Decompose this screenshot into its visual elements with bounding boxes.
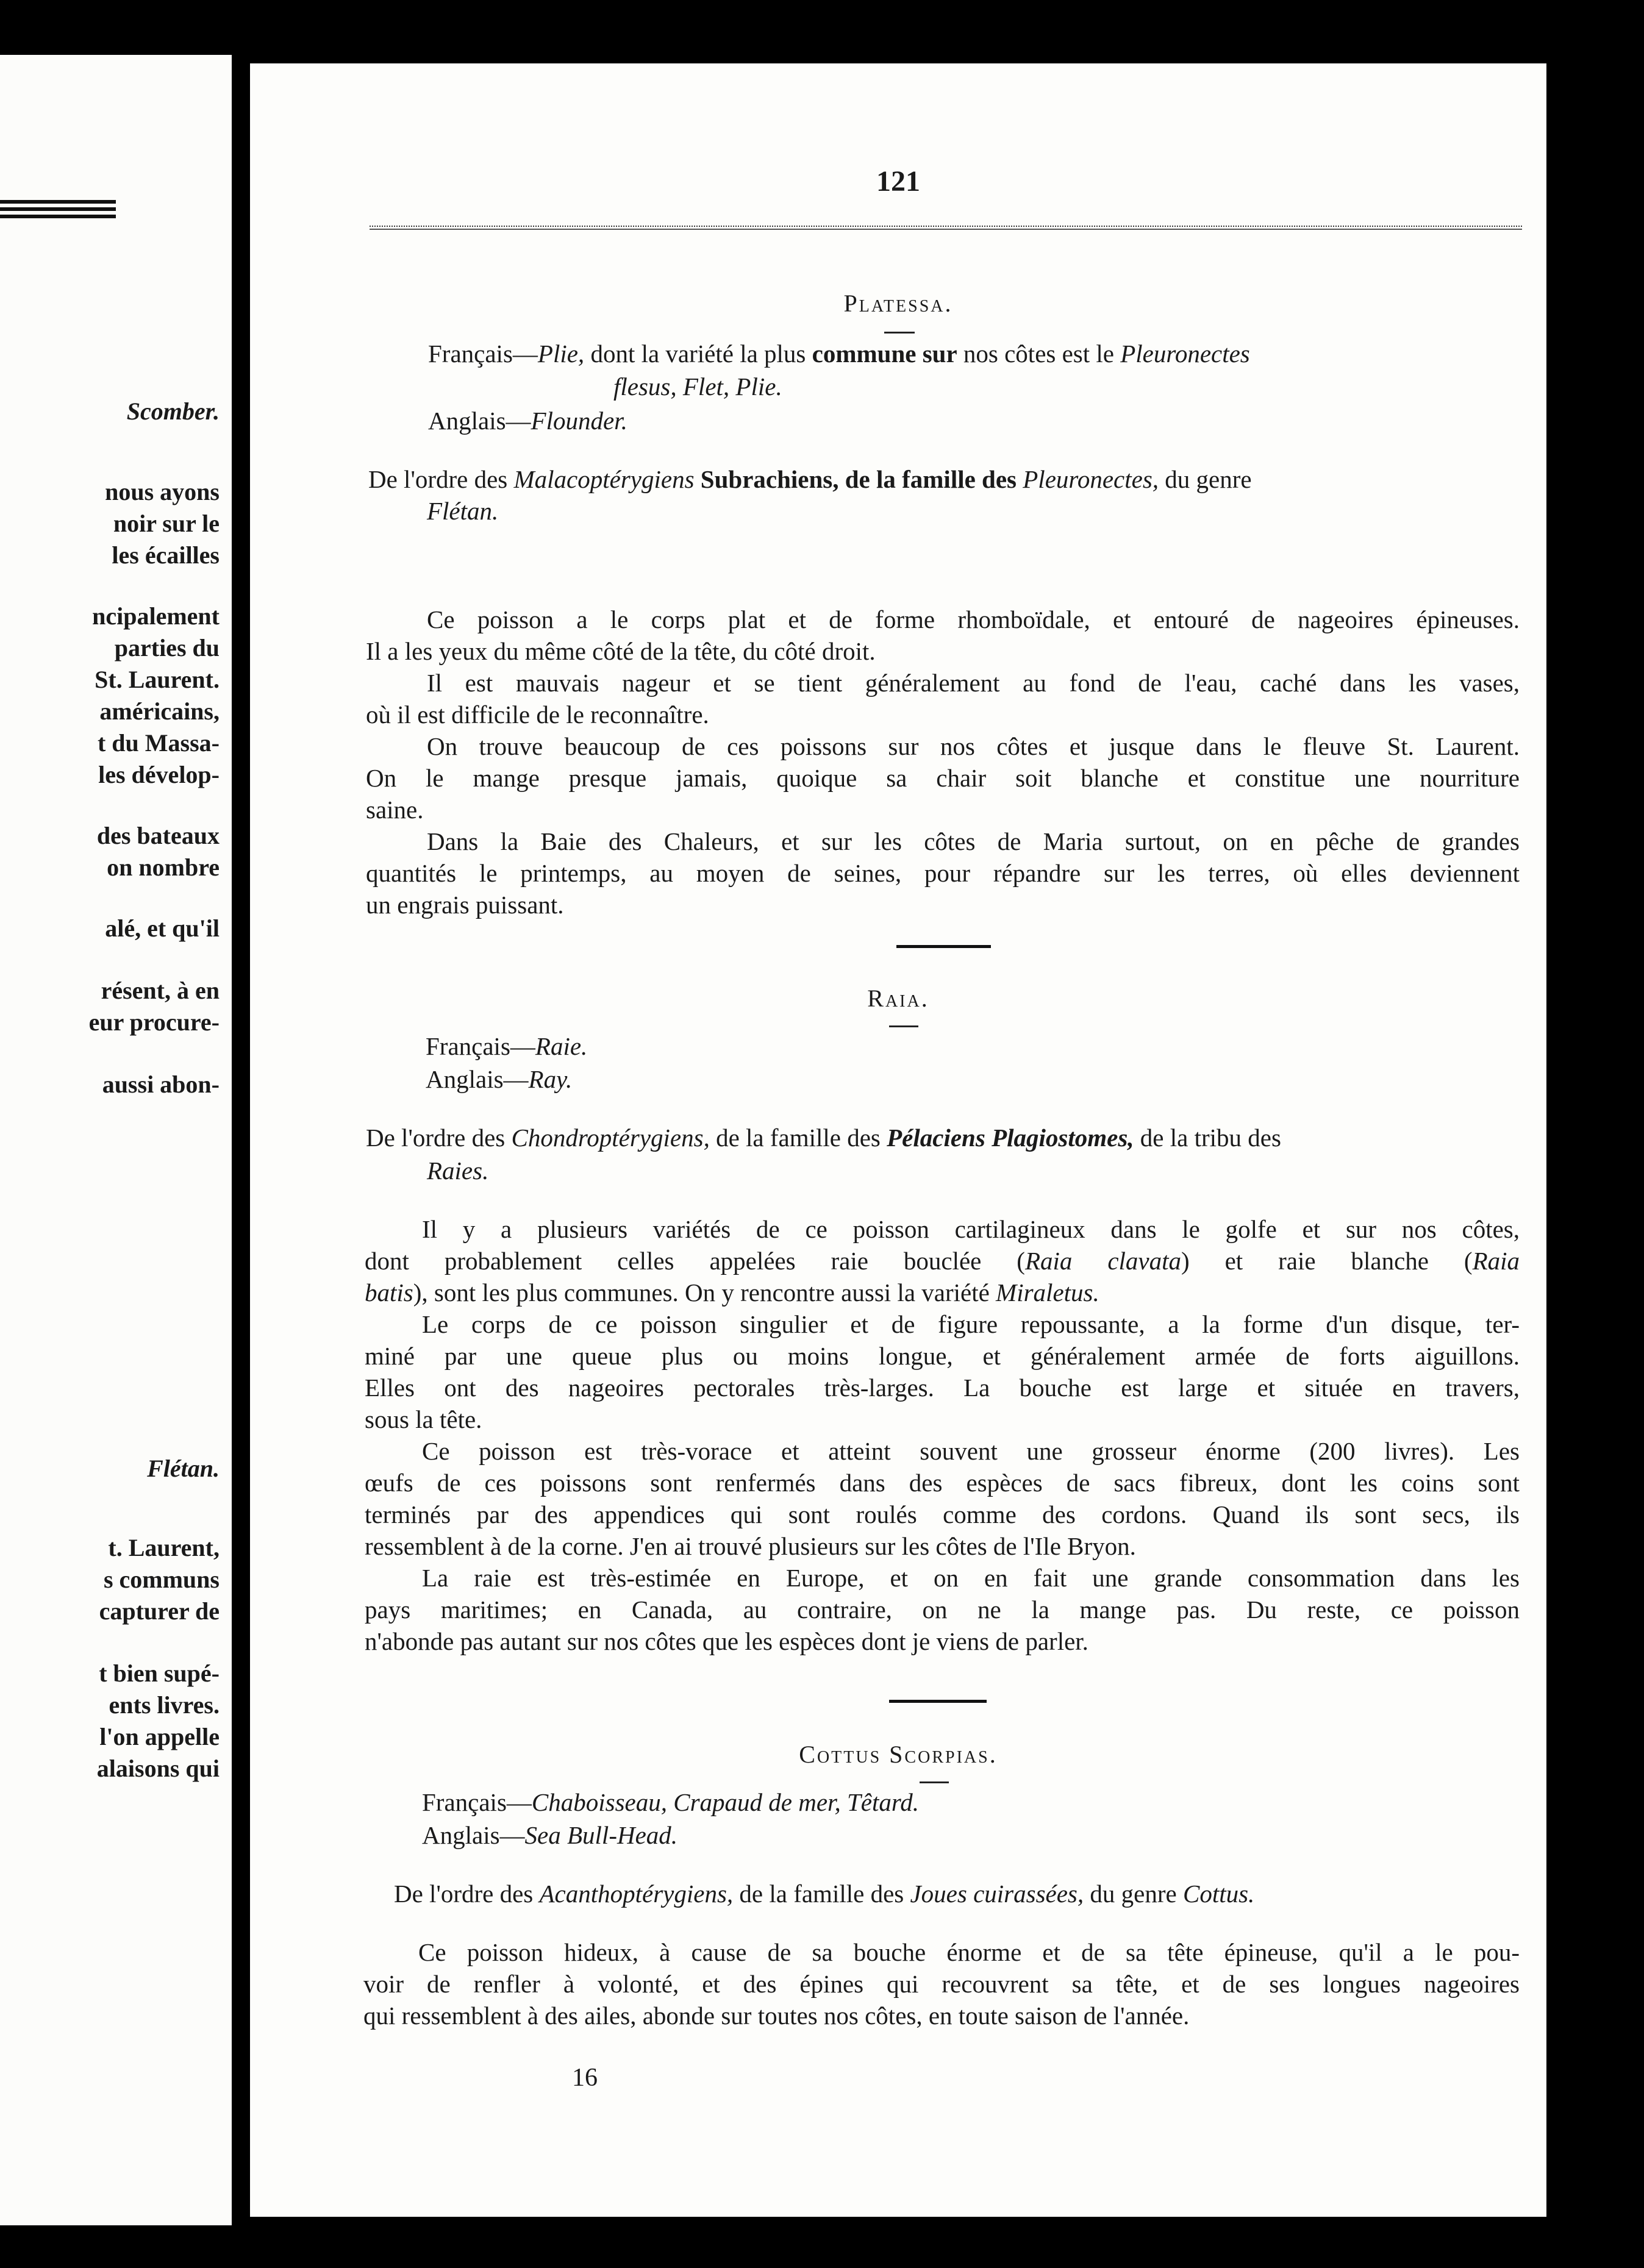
paragraph-line: terminés par des appendices qui sont roulés comme des cordons. Quand ils sont secs, ils [365, 1500, 1520, 1528]
rule [0, 215, 116, 218]
paragraph-line: La raie est très-estimée en Europe, et on en fait une grande consommation dans les [422, 1564, 1520, 1592]
paragraph-line: quantités le printemps, au moyen de seines, pour répandre sur les terres, où elles deviennent [366, 859, 1520, 887]
paragraph-line: Il y a plusieurs variétés de ce poisson cartilagineux dans le golfe et sur nos côtes, [422, 1215, 1520, 1243]
page-number: 121 [876, 165, 920, 198]
paragraph-line: ressemblent à de la corne. J'en ai trouvé plusieurs sur les côtes de l'Ile Bryon. [365, 1532, 1136, 1560]
paragraph-line: Ce poisson est très-vorace et atteint souvent une grosseur énorme (200 livres). Les [422, 1437, 1520, 1465]
header-rule [370, 226, 1522, 230]
paragraph-line: Il a les yeux du même côté de la tête, du côté droit. [366, 637, 876, 665]
paragraph-line: saine. [366, 796, 424, 824]
english-name-line: Anglais—Ray. [426, 1065, 573, 1093]
paragraph-line: Le corps de ce poisson singulier et de figure repoussante, a la forme d'un disque, ter- [422, 1310, 1520, 1338]
facing-page-line: t bien supé- [99, 1660, 220, 1687]
classification-line: Raies. [427, 1157, 489, 1185]
paragraph-line: où il est difficile de le reconnaître. [366, 701, 709, 729]
rule [0, 200, 116, 204]
facing-page-line: l'on appelle [99, 1723, 220, 1750]
section-separator [896, 945, 991, 948]
facing-page-line: alaisons qui [96, 1755, 220, 1782]
classification-line: De l'ordre des Malacoptérygiens Subrachiens, de la famille des Pleuronectes, du genre [368, 465, 1252, 493]
classification-line: De l'ordre des Acanthoptérygiens, de la famille des Joues cuirassées, du genre Cottus. [394, 1880, 1255, 1908]
facing-page-line: on nombre [107, 854, 220, 881]
facing-page-line: américains, [99, 697, 220, 725]
section-separator [889, 1700, 987, 1703]
paragraph-line: pays maritimes; en Canada, au contraire, on ne la mange pas. Du reste, ce poisson [365, 1596, 1520, 1624]
facing-page-line: des bateaux [96, 822, 220, 849]
paragraph-line: Elles ont des nageoires pectorales très-larges. La bouche est large et située en travers, [365, 1374, 1520, 1402]
facing-page [0, 55, 232, 2225]
facing-page-line: t. Laurent, [108, 1534, 220, 1561]
facing-page-line: Scomber. [126, 398, 220, 425]
page [250, 63, 1546, 2217]
facing-page-line: noir sur le [113, 510, 220, 537]
facing-page-line: les dévelop- [98, 761, 220, 788]
facing-page-line: ents livres. [109, 1691, 220, 1719]
paragraph-line: On trouve beaucoup de ces poissons sur nos côtes et jusque dans le fleuve St. Laurent. [427, 732, 1520, 760]
paragraph-line: Dans la Baie des Chaleurs, et sur les côtes de Maria surtout, on en pêche de grandes [427, 827, 1520, 855]
rule [889, 1025, 918, 1027]
paragraph-line: batis), sont les plus communes. On y rencontre aussi la variété Miraletus. [365, 1278, 1099, 1307]
facing-page-line: résent, à en [101, 977, 220, 1004]
rule [884, 332, 915, 333]
rule [920, 1781, 949, 1783]
french-name-line: Français—Plie, dont la variété la plus commune sur nos côtes est le Pleuronectes [428, 340, 1250, 368]
facing-page-line: les écailles [112, 541, 220, 569]
facing-page-line: St. Laurent. [95, 666, 220, 693]
paragraph-line: qui ressemblent à des ailes, abonde sur toutes nos côtes, en toute saison de l'année. [363, 2002, 1190, 2030]
paragraph-line: Il est mauvais nageur et se tient généralement au fond de l'eau, caché dans les vases, [427, 669, 1520, 697]
paragraph-line: sous la tête. [365, 1405, 482, 1433]
paragraph-line: n'abonde pas autant sur nos côtes que les espèces dont je viens de parler. [365, 1627, 1088, 1655]
paragraph-line: un engrais puissant. [366, 891, 564, 919]
french-name-line: flesus, Flet, Plie. [613, 373, 782, 401]
paragraph-line: œufs de ces poissons sont renfermés dans des espèces de sacs fibreux, dont les coins sont [365, 1469, 1520, 1497]
paragraph-line: voir de renfler à volonté, et des épines qui recouvrent sa tête, et de ses longues nageoires [363, 1970, 1520, 1998]
facing-page-line: parties du [114, 634, 220, 661]
signature-mark: 16 [572, 2064, 598, 2092]
facing-page-line: t du Massa- [97, 729, 220, 757]
classification-line: De l'ordre des Chondroptérygiens, de la famille des Pélaciens Plagiostomes, de la tribu des [366, 1124, 1281, 1152]
facing-page-line: aussi abon- [102, 1071, 220, 1098]
paragraph-line: Ce poisson a le corps plat et de forme rhomboïdale, et entouré de nageoires épineuses. [427, 605, 1520, 633]
facing-page-line: ncipalement [92, 602, 220, 630]
french-name-line: Français—Raie. [426, 1032, 588, 1060]
french-name-line: Français—Chaboisseau, Crapaud de mer, Têtard. [422, 1788, 920, 1816]
section-heading-raia: Raia. [867, 985, 929, 1012]
english-name-line: Anglais—Flounder. [428, 407, 627, 435]
facing-page-line: nous ayons [105, 478, 220, 505]
paragraph-line: miné par une queue plus ou moins longue, et généralement armée de forts aiguillons. [365, 1342, 1520, 1370]
paragraph-line: dont probablement celles appelées raie bouclée (Raia clavata) et raie blanche (Raia [365, 1247, 1520, 1275]
section-heading-platessa: Platessa. [843, 290, 953, 317]
facing-page-line: capturer de [99, 1597, 220, 1625]
facing-page-line: alé, et qu'il [105, 915, 220, 942]
facing-page-line: s communs [103, 1566, 220, 1593]
section-heading-cottus: Cottus Scorpias. [799, 1741, 998, 1768]
facing-page-line: eur procure- [88, 1008, 220, 1036]
paragraph-line: On le mange presque jamais, quoique sa chair soit blanche et constitue une nourriture [366, 764, 1520, 792]
english-name-line: Anglais—Sea Bull-Head. [422, 1821, 678, 1849]
rule [0, 207, 116, 211]
facing-page-line: Flétan. [147, 1455, 220, 1482]
classification-line: Flétan. [427, 497, 499, 525]
paragraph-line: Ce poisson hideux, à cause de sa bouche énorme et de sa tête épineuse, qu'il a le pou- [418, 1938, 1520, 1966]
